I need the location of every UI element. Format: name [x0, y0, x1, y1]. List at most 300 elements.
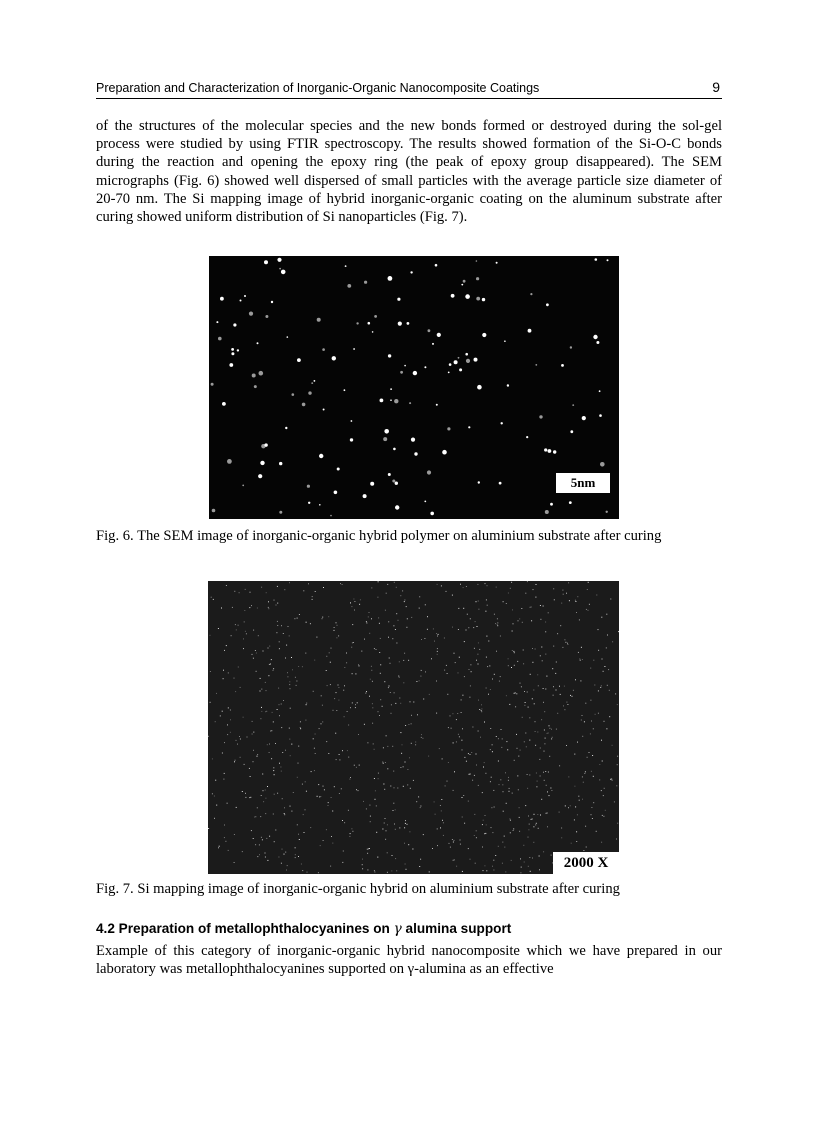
si-mapping-dot: [460, 584, 461, 585]
sem-particle: [384, 429, 389, 434]
si-mapping-dot: [276, 632, 277, 633]
si-mapping-dot: [458, 672, 459, 673]
si-mapping-dot: [271, 659, 272, 660]
si-mapping-dot: [261, 587, 262, 588]
si-mapping-dot: [611, 779, 612, 780]
si-mapping-dot: [451, 728, 452, 729]
si-mapping-dot: [559, 812, 560, 813]
si-mapping-dot: [608, 669, 609, 670]
si-mapping-dot: [545, 622, 546, 623]
si-mapping-dot: [245, 589, 246, 590]
si-mapping-dot: [478, 700, 479, 701]
sem-particle: [322, 348, 325, 351]
si-mapping-dot: [318, 872, 319, 873]
si-mapping-dot: [575, 806, 576, 807]
si-mapping-dot: [253, 761, 254, 762]
sem-particle: [528, 329, 532, 333]
sem-particle: [271, 301, 273, 303]
si-mapping-dot: [603, 816, 604, 817]
si-mapping-dot: [502, 784, 503, 785]
si-mapping-dot: [216, 805, 217, 806]
si-mapping-dot: [567, 643, 568, 644]
si-mapping-dot: [349, 836, 350, 837]
si-mapping-dot: [404, 843, 405, 844]
si-mapping-dot: [270, 664, 271, 665]
si-mapping-dot: [506, 803, 507, 804]
si-mapping-dot: [491, 777, 492, 778]
sem-particle: [407, 322, 410, 325]
si-mapping-dot: [453, 860, 454, 861]
si-mapping-dot: [487, 666, 488, 667]
sem-particle: [535, 364, 537, 366]
sem-particle: [507, 384, 509, 386]
si-mapping-dot: [513, 651, 514, 652]
si-mapping-dot: [305, 720, 306, 721]
si-mapping-dot: [566, 593, 567, 594]
si-mapping-dot: [334, 698, 335, 699]
si-mapping-dot: [333, 710, 334, 711]
si-mapping-dot: [563, 705, 564, 706]
si-mapping-dot: [212, 793, 213, 794]
si-mapping-dot: [494, 614, 495, 615]
si-mapping-dot: [372, 681, 373, 682]
si-mapping-dot: [385, 839, 386, 840]
si-mapping-dot: [305, 781, 306, 782]
si-mapping-dot: [507, 749, 508, 750]
si-mapping-dot: [485, 833, 486, 834]
si-mapping-dot: [216, 693, 217, 694]
sem-particle: [526, 436, 528, 438]
si-mapping-dot: [491, 807, 492, 808]
sem-particle: [482, 298, 485, 301]
si-mapping-dot: [244, 764, 245, 765]
si-mapping-dot: [331, 648, 332, 649]
figure-7-scale-label: 2000 X: [553, 852, 619, 874]
si-mapping-dot: [330, 684, 331, 685]
si-mapping-dot: [617, 823, 618, 824]
si-mapping-dot: [529, 717, 530, 718]
si-mapping-dot: [600, 687, 601, 688]
si-mapping-dot: [344, 667, 345, 668]
si-mapping-dot: [387, 584, 388, 585]
si-mapping-dot: [546, 676, 547, 677]
si-mapping-dot: [304, 832, 305, 833]
si-mapping-dot: [424, 638, 425, 639]
si-mapping-dot: [548, 733, 549, 734]
si-mapping-dot: [342, 862, 343, 863]
si-mapping-dot: [396, 587, 397, 588]
si-mapping-dot: [617, 756, 618, 757]
si-mapping-dot: [521, 608, 522, 609]
si-mapping-dot: [244, 610, 245, 611]
si-mapping-dot: [312, 599, 313, 600]
si-mapping-dot: [291, 657, 292, 658]
si-mapping-dot: [463, 587, 464, 588]
si-mapping-dot: [395, 629, 396, 630]
si-mapping-dot: [561, 837, 562, 838]
sem-particle: [454, 360, 458, 364]
si-mapping-dot: [277, 586, 278, 587]
si-mapping-dot: [533, 842, 534, 843]
si-mapping-dot: [356, 767, 357, 768]
si-mapping-dot: [257, 807, 258, 808]
sem-particle: [395, 482, 398, 485]
si-mapping-dot: [545, 631, 546, 632]
si-mapping-dot: [520, 750, 521, 751]
sem-particle: [211, 383, 214, 386]
si-mapping-dot: [551, 738, 552, 739]
si-mapping-dot: [274, 794, 275, 795]
si-mapping-dot: [371, 670, 372, 671]
si-mapping-dot: [467, 614, 468, 615]
si-mapping-dot: [388, 621, 389, 622]
sem-particle: [307, 485, 310, 488]
si-mapping-dot: [394, 787, 395, 788]
si-mapping-dot: [525, 593, 526, 594]
si-mapping-dot: [447, 673, 448, 674]
si-mapping-dot: [454, 840, 455, 841]
si-mapping-dot: [593, 660, 594, 661]
si-mapping-dot: [434, 641, 435, 642]
si-mapping-dot: [234, 834, 235, 835]
si-mapping-dot: [408, 660, 409, 661]
si-mapping-dot: [394, 582, 395, 583]
si-mapping-dot: [481, 708, 482, 709]
si-mapping-dot: [406, 606, 407, 607]
sem-particle: [222, 402, 226, 406]
sem-particle: [265, 315, 268, 318]
si-mapping-dot: [490, 728, 491, 729]
sem-particle: [600, 462, 605, 467]
sem-particle: [607, 259, 609, 261]
si-mapping-dot: [534, 703, 535, 704]
si-mapping-dot: [484, 833, 485, 834]
si-mapping-dot: [237, 744, 238, 745]
si-mapping-dot: [478, 785, 479, 786]
si-mapping-dot: [593, 802, 594, 803]
si-mapping-dot: [463, 795, 464, 796]
si-mapping-dot: [328, 805, 329, 806]
si-mapping-dot: [227, 803, 228, 804]
si-mapping-dot: [422, 738, 423, 739]
sem-particle: [593, 335, 597, 339]
sem-particle: [544, 448, 547, 451]
si-mapping-dot: [364, 724, 365, 725]
si-mapping-dot: [279, 641, 280, 642]
si-mapping-dot: [348, 810, 349, 811]
si-mapping-dot: [493, 790, 494, 791]
si-mapping-dot: [259, 854, 260, 855]
si-mapping-dot: [350, 777, 351, 778]
si-mapping-dot: [580, 680, 581, 681]
si-mapping-dot: [347, 750, 348, 751]
si-mapping-dot: [508, 777, 509, 778]
si-mapping-dot: [543, 851, 544, 852]
si-mapping-dot: [380, 638, 381, 639]
si-mapping-dot: [602, 659, 603, 660]
si-mapping-dot: [445, 785, 446, 786]
si-mapping-dot: [321, 723, 322, 724]
si-mapping-dot: [315, 591, 316, 592]
si-mapping-dot: [437, 648, 438, 649]
sem-particle: [330, 515, 332, 517]
si-mapping-dot: [366, 808, 367, 809]
si-mapping-dot: [343, 690, 344, 691]
si-mapping-dot: [342, 820, 343, 821]
si-mapping-dot: [532, 858, 533, 859]
si-mapping-dot: [295, 847, 296, 848]
sem-particle: [277, 258, 281, 262]
si-mapping-dot: [265, 813, 266, 814]
si-mapping-dot: [339, 793, 340, 794]
si-mapping-dot: [267, 860, 268, 861]
si-mapping-dot: [602, 761, 603, 762]
si-mapping-dot: [511, 860, 512, 861]
si-mapping-dot: [482, 792, 483, 793]
si-mapping-dot: [411, 723, 412, 724]
si-mapping-dot: [258, 635, 259, 636]
si-mapping-dot: [556, 729, 557, 730]
sem-particle: [448, 372, 450, 374]
si-mapping-dot: [586, 609, 587, 610]
si-mapping-dot: [338, 635, 339, 636]
si-mapping-dot: [503, 811, 504, 812]
si-mapping-dot: [289, 681, 290, 682]
si-mapping-dot: [538, 828, 539, 829]
si-mapping-dot: [404, 601, 405, 602]
sem-particle: [356, 322, 358, 324]
si-mapping-dot: [279, 704, 280, 705]
si-mapping-dot: [518, 620, 519, 621]
si-mapping-dot: [420, 806, 421, 807]
si-mapping-dot: [265, 853, 266, 854]
sem-particle: [302, 403, 306, 407]
si-mapping-dot: [261, 795, 262, 796]
si-mapping-dot: [588, 610, 589, 611]
si-mapping-dot: [374, 749, 375, 750]
si-mapping-dot: [461, 699, 462, 700]
si-mapping-dot: [584, 721, 585, 722]
si-mapping-dot: [425, 604, 426, 605]
si-mapping-dot: [284, 814, 285, 815]
figure-7-caption: Fig. 7. Si mapping image of inorganic-organic hybrid on aluminium substrate after curing: [96, 881, 620, 897]
si-mapping-dot: [405, 864, 406, 865]
si-mapping-dot: [603, 795, 604, 796]
si-mapping-dot: [336, 637, 337, 638]
si-mapping-dot: [567, 644, 568, 645]
si-mapping-dot: [470, 754, 471, 755]
sem-particle: [432, 343, 434, 345]
si-mapping-dot: [537, 781, 538, 782]
si-mapping-dot: [505, 871, 506, 872]
sem-particle: [595, 258, 598, 261]
si-mapping-dot: [531, 819, 532, 820]
si-mapping-dot: [428, 756, 429, 757]
si-mapping-dot: [268, 648, 269, 649]
si-mapping-dot: [262, 774, 263, 775]
si-mapping-dot: [549, 795, 550, 796]
si-mapping-dot: [601, 842, 602, 843]
si-mapping-dot: [224, 773, 225, 774]
si-mapping-dot: [617, 704, 618, 705]
si-mapping-dot: [323, 786, 324, 787]
si-mapping-dot: [535, 745, 536, 746]
si-mapping-dot: [288, 626, 289, 627]
si-mapping-dot: [464, 757, 465, 758]
running-header: [96, 81, 722, 99]
si-mapping-dot: [475, 621, 476, 622]
si-mapping-dot: [532, 698, 533, 699]
si-mapping-dot: [370, 821, 371, 822]
si-mapping-dot: [393, 771, 394, 772]
si-mapping-dot: [585, 826, 586, 827]
si-mapping-dot: [355, 673, 356, 674]
si-mapping-dot: [425, 671, 426, 672]
si-mapping-dot: [591, 721, 592, 722]
si-mapping-dot: [354, 601, 355, 602]
si-mapping-dot: [324, 789, 325, 790]
si-mapping-dot: [295, 854, 296, 855]
si-mapping-dot: [315, 753, 316, 754]
sem-particle: [297, 358, 301, 362]
si-mapping-dot: [285, 750, 286, 751]
si-mapping-dot: [362, 868, 363, 869]
si-mapping-dot: [470, 618, 471, 619]
sem-particle: [233, 323, 236, 326]
si-mapping-dot: [468, 848, 469, 849]
si-mapping-dot: [574, 819, 575, 820]
si-mapping-dot: [369, 612, 370, 613]
si-mapping-dot: [369, 848, 370, 849]
si-mapping-dot: [568, 807, 569, 808]
si-mapping-dot: [319, 728, 320, 729]
si-mapping-dot: [351, 828, 352, 829]
si-mapping-dot: [498, 738, 499, 739]
si-mapping-dot: [493, 870, 494, 871]
sem-particle: [499, 482, 502, 485]
si-mapping-dot: [565, 642, 566, 643]
si-mapping-dot: [601, 617, 602, 618]
si-mapping-dot: [457, 713, 458, 714]
si-mapping-dot: [511, 667, 512, 668]
si-mapping-dot: [374, 870, 375, 871]
si-mapping-dot: [575, 600, 576, 601]
si-mapping-dot: [335, 733, 336, 734]
si-mapping-dot: [399, 677, 400, 678]
si-mapping-dot: [449, 843, 450, 844]
si-mapping-dot: [366, 621, 367, 622]
sem-particle: [461, 284, 463, 286]
si-mapping-dot: [503, 791, 504, 792]
section-heading-text-2: alumina support: [401, 921, 512, 936]
si-mapping-dot: [239, 736, 240, 737]
si-mapping-dot: [544, 730, 545, 731]
si-mapping-dot: [551, 855, 552, 856]
si-mapping-dot: [418, 796, 419, 797]
si-mapping-dot: [557, 713, 558, 714]
si-mapping-dot: [367, 742, 368, 743]
si-mapping-dot: [470, 664, 471, 665]
si-mapping-dot: [405, 762, 406, 763]
sem-particle: [409, 402, 411, 404]
si-mapping-dot: [530, 674, 531, 675]
si-mapping-dot: [409, 831, 410, 832]
si-mapping-dot: [411, 743, 412, 744]
si-mapping-dot: [358, 734, 359, 735]
si-mapping-dot: [242, 851, 243, 852]
si-mapping-dot: [404, 653, 405, 654]
si-mapping-dot: [225, 841, 226, 842]
si-mapping-dot: [250, 797, 251, 798]
si-mapping-dot: [547, 733, 548, 734]
si-mapping-dot: [525, 702, 526, 703]
si-mapping-dot: [604, 721, 605, 722]
si-mapping-dot: [327, 685, 328, 686]
si-mapping-dot: [514, 652, 515, 653]
si-mapping-dot: [261, 689, 262, 690]
si-mapping-dot: [543, 606, 544, 607]
si-mapping-dot: [508, 593, 509, 594]
si-mapping-dot: [456, 741, 457, 742]
si-mapping-dot: [423, 699, 424, 700]
si-mapping-dot: [494, 674, 495, 675]
sem-particle: [370, 482, 374, 486]
si-mapping-dot: [553, 686, 554, 687]
si-mapping-dot: [326, 656, 327, 657]
si-mapping-dot: [504, 847, 505, 848]
si-mapping-dot: [366, 691, 367, 692]
si-mapping-dot: [551, 790, 552, 791]
si-mapping-dot: [268, 607, 269, 608]
si-mapping-dot: [371, 666, 372, 667]
si-mapping-dot: [421, 670, 422, 671]
si-mapping-dot: [610, 779, 611, 780]
si-mapping-dot: [443, 835, 444, 836]
sem-particle: [501, 422, 503, 424]
si-mapping-dot: [452, 713, 453, 714]
body-paragraph-1: of the structures of the molecular species and the new bonds formed or destroyed during the sol-gel process were studied by using FTIR spectroscopy. The results showed formation of the Si-O-C bonds during the reaction and opening the epoxy ring (the peak of epoxy group disappeared). The SEM micrographs (Fig. 6) showed well dispersed of small particles with the average particle size diameter of 20-70 nm. The Si mapping image of hybrid inorganic-organic coating on the aluminum substrate after curing showed uniform distribution of Si nanoparticles (Fig. 7).: [96, 118, 722, 226]
si-mapping-dot: [516, 693, 517, 694]
si-mapping-dot: [564, 686, 565, 687]
si-mapping-dot: [544, 711, 545, 712]
si-mapping-dot: [512, 631, 513, 632]
si-mapping-dot: [530, 871, 531, 872]
si-mapping-dot: [260, 678, 261, 679]
si-mapping-dot: [512, 650, 513, 651]
si-mapping-dot: [612, 780, 613, 781]
si-mapping-dot: [598, 690, 599, 691]
si-mapping-dot: [592, 818, 593, 819]
si-mapping-dot: [378, 773, 379, 774]
si-mapping-dot: [519, 831, 520, 832]
si-mapping-dot: [471, 671, 472, 672]
si-mapping-dot: [226, 645, 227, 646]
si-mapping-dot: [255, 816, 256, 817]
si-mapping-dot: [253, 838, 254, 839]
si-mapping-dot: [610, 599, 611, 600]
si-mapping-dot: [544, 751, 545, 752]
si-mapping-dot: [539, 759, 540, 760]
si-mapping-dot: [295, 677, 296, 678]
si-mapping-dot: [395, 829, 396, 830]
si-mapping-dot: [355, 704, 356, 705]
si-mapping-dot: [409, 757, 410, 758]
si-mapping-dot: [564, 709, 565, 710]
si-mapping-dot: [392, 638, 393, 639]
sem-particle: [572, 404, 574, 406]
si-mapping-dot: [223, 670, 224, 671]
si-mapping-dot: [347, 711, 348, 712]
